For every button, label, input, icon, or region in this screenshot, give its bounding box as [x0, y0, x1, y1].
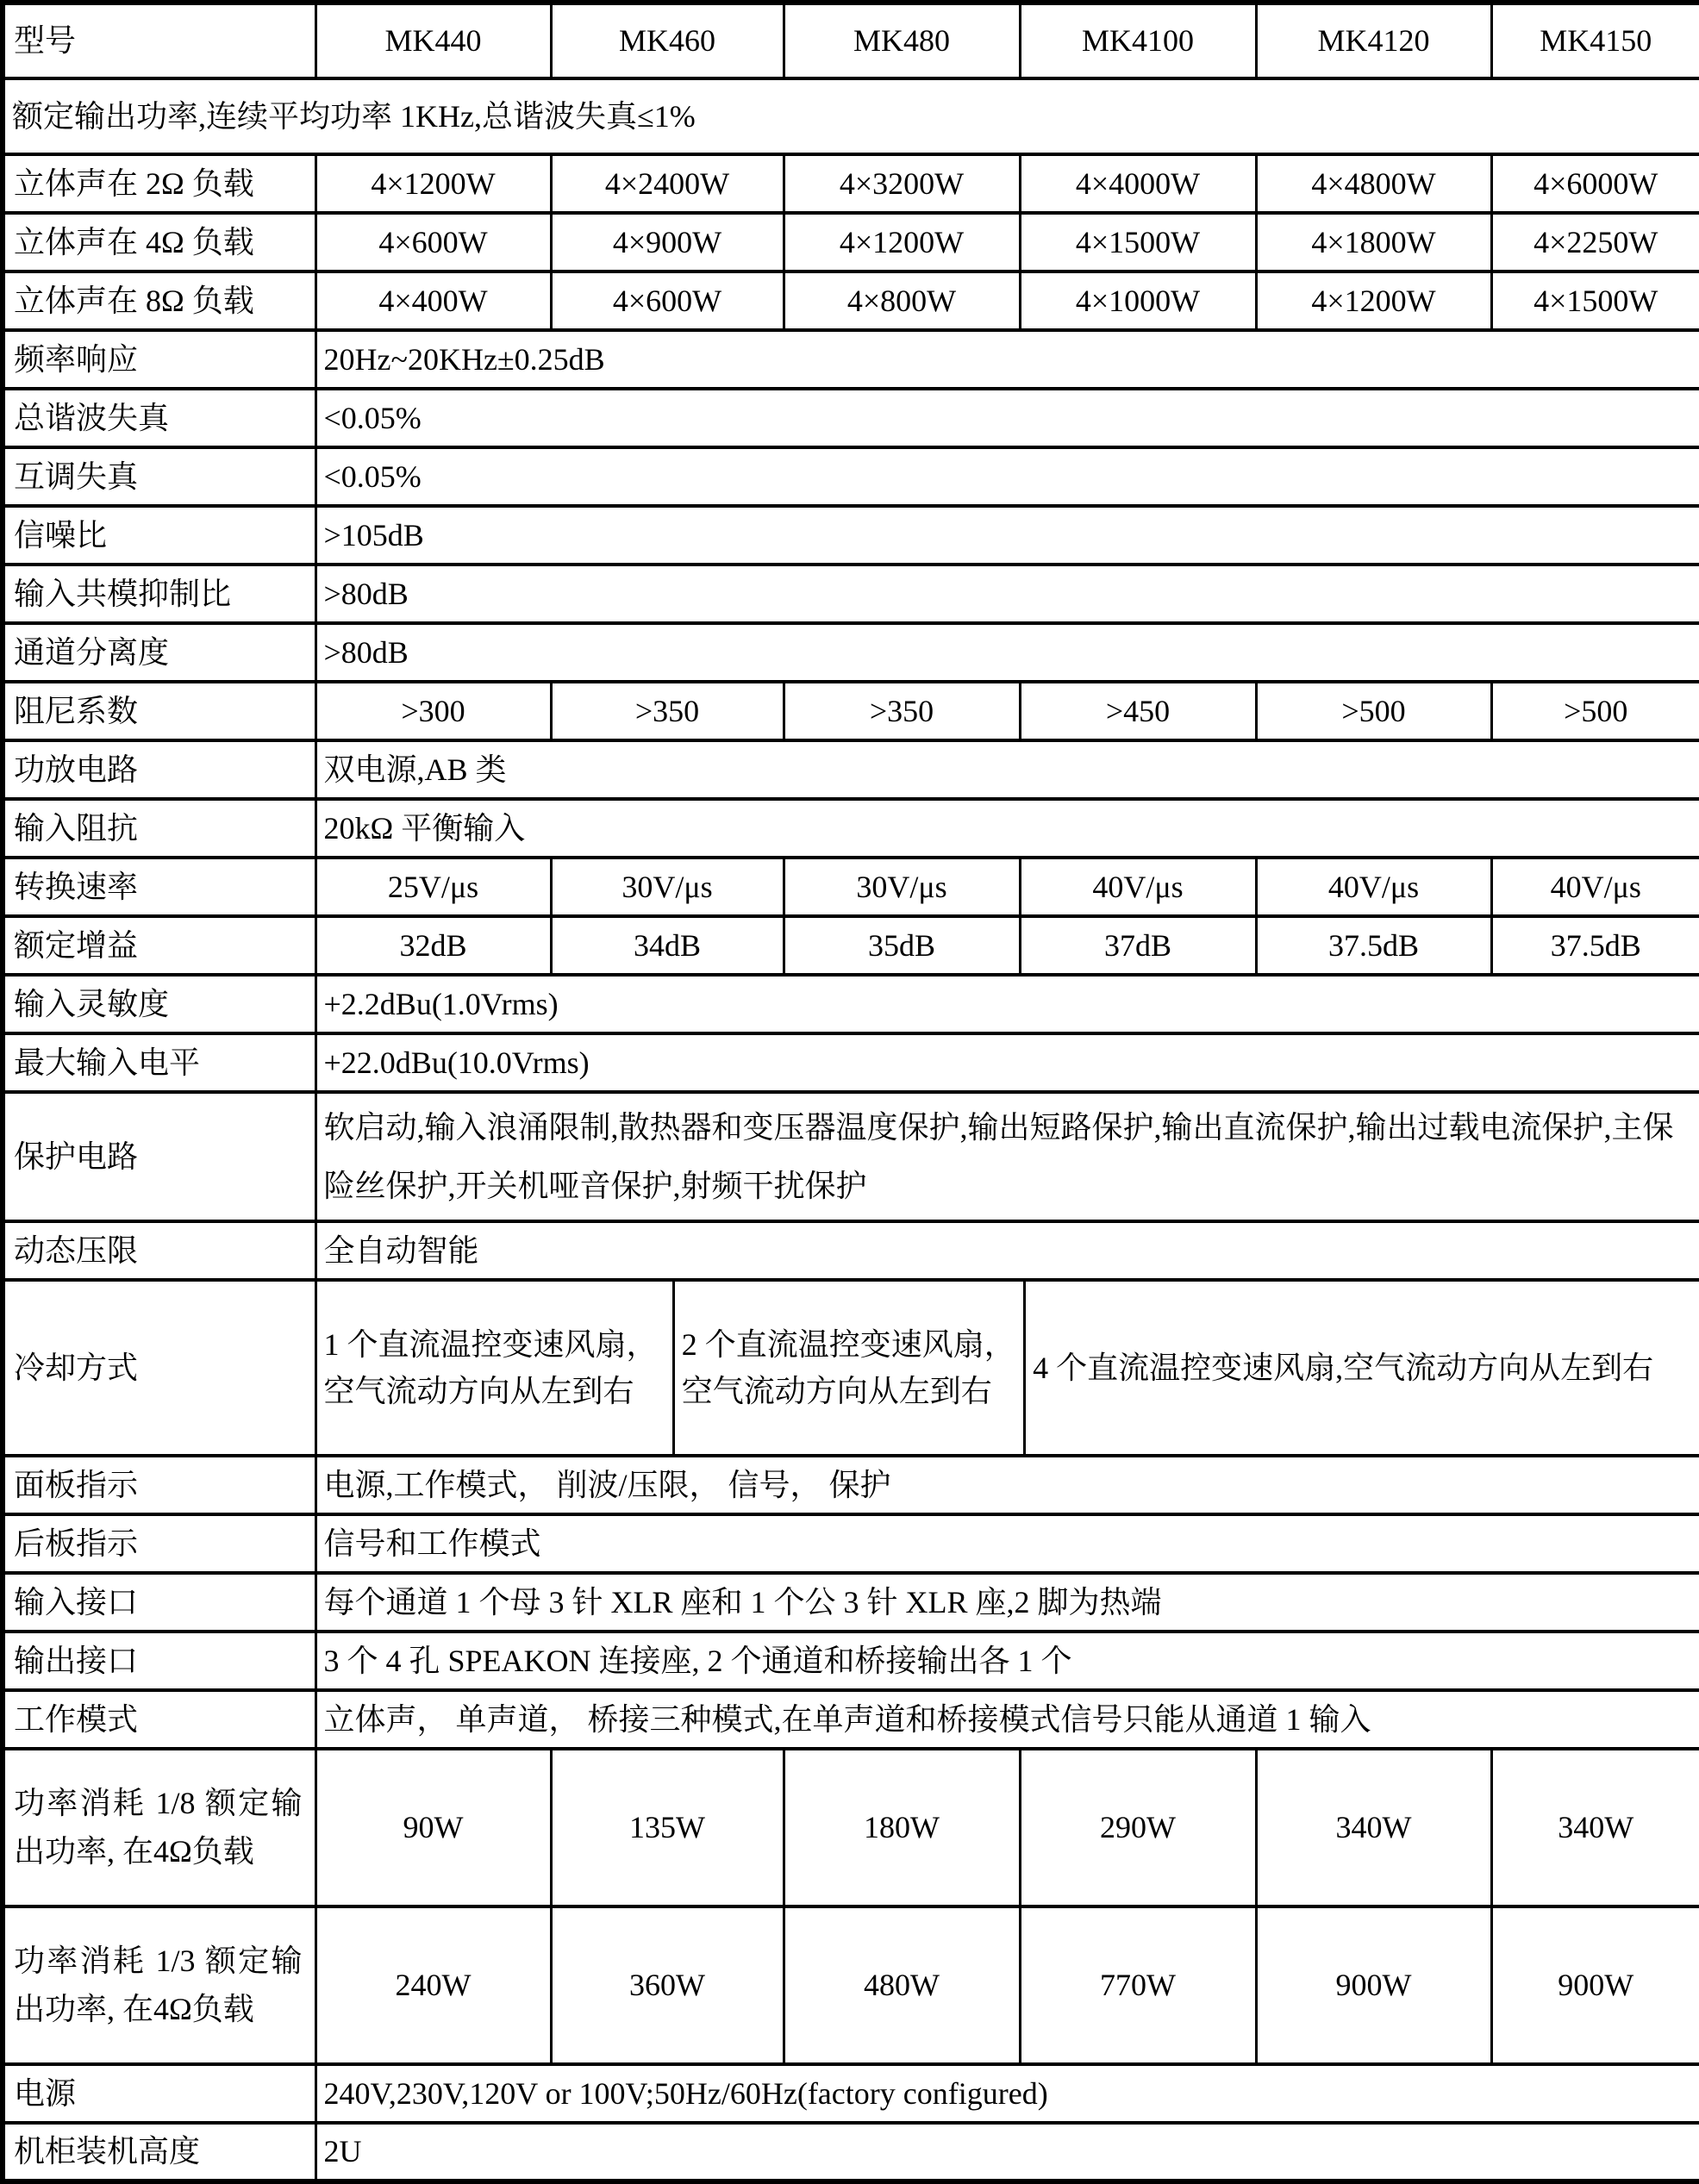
- model-name-mk480: MK480: [784, 3, 1020, 78]
- table-row-amp-circuit: [3, 740, 1699, 799]
- mains-value: 240V,230V,120V or 100V;50Hz/60Hz(factory configured): [315, 2064, 1699, 2123]
- channel-separation-value: >80dB: [315, 623, 1699, 682]
- table-row-snr: [3, 506, 1699, 565]
- damping-factor-value: >500: [1491, 682, 1699, 740]
- work-modes-value: 立体声， 单声道， 桥接三种模式,在单声道和桥接模式信号只能从通道 1 输入: [315, 1690, 1699, 1749]
- table-row-cmrr: [3, 565, 1699, 623]
- freq-response-value: 20Hz~20KHz±0.25dB: [315, 330, 1699, 389]
- stereo-4ohm-value: 4×900W: [551, 213, 784, 271]
- model-name-mk4150: MK4150: [1491, 3, 1699, 78]
- power-consumption-one-third-value: 900W: [1491, 1906, 1699, 2064]
- rated-gain-value: 37.5dB: [1256, 916, 1491, 975]
- rated-gain-value: 32dB: [315, 916, 551, 975]
- input-connectors-value: 每个通道 1 个母 3 针 XLR 座和 1 个公 3 针 XLR 座,2 脚为热端: [315, 1573, 1699, 1632]
- rack-height-label: 机柜装机高度: [3, 2123, 315, 2181]
- slew-rate-value: 40V/μs: [1020, 858, 1256, 916]
- slew-rate-value: 30V/μs: [551, 858, 784, 916]
- stereo-2ohm-value: 4×2400W: [551, 154, 784, 213]
- rear-panel-label: 后板指示: [3, 1514, 315, 1573]
- table-row-output-connectors: [3, 1632, 1699, 1690]
- cooling-cells: [315, 1280, 1699, 1456]
- power-consumption-one-eighth-value: 135W: [551, 1749, 784, 1906]
- table-row-power-consumption-one-third: [3, 1906, 1699, 2064]
- amp-circuit-value: 双电源,AB 类: [315, 740, 1699, 799]
- power-consumption-one-third-value: 240W: [315, 1906, 551, 2064]
- thd-label: 总谐波失真: [3, 389, 315, 447]
- stereo-2ohm-value: 4×3200W: [784, 154, 1020, 213]
- input-connectors-label: 输入接口: [3, 1573, 315, 1632]
- power-consumption-one-eighth-value: 340W: [1256, 1749, 1491, 1906]
- table-row-rated-power-note: [3, 78, 1699, 154]
- rated-gain-value: 35dB: [784, 916, 1020, 975]
- stereo-8ohm-value: 4×1200W: [1256, 271, 1491, 330]
- model-name-mk4100: MK4100: [1020, 3, 1256, 78]
- stereo-4ohm-value: 4×2250W: [1491, 213, 1699, 271]
- stereo-8ohm-value: 4×400W: [315, 271, 551, 330]
- imd-label: 互调失真: [3, 447, 315, 506]
- damping-factor-value: >450: [1020, 682, 1256, 740]
- table-row-rear-panel: [3, 1514, 1699, 1573]
- protection-label: 保护电路: [3, 1092, 315, 1221]
- table-row-stereo-8ohm: [3, 271, 1699, 330]
- stereo-4ohm-value: 4×600W: [315, 213, 551, 271]
- rear-panel-value: 信号和工作模式: [315, 1514, 1699, 1573]
- stereo-8ohm-value: 4×800W: [784, 271, 1020, 330]
- table-row-input-sensitivity: [3, 975, 1699, 1033]
- table-row-power-consumption-one-eighth: [3, 1749, 1699, 1906]
- power-consumption-one-eighth-value: 290W: [1020, 1749, 1256, 1906]
- table-row-work-modes: [3, 1690, 1699, 1749]
- cooling-label: 冷却方式: [3, 1280, 315, 1456]
- slew-rate-label: 转换速率: [3, 858, 315, 916]
- power-consumption-one-third-label: 功率消耗 1/3 额定输出功率, 在4Ω负载: [3, 1906, 315, 2064]
- power-consumption-one-third-value: 480W: [784, 1906, 1020, 2064]
- table-row-protection: [3, 1092, 1699, 1221]
- power-consumption-one-eighth-label: 功率消耗 1/8 额定输出功率, 在4Ω负载: [3, 1749, 315, 1906]
- stereo-2ohm-label: 立体声在 2Ω 负载: [3, 154, 315, 213]
- amp-circuit-label: 功放电路: [3, 740, 315, 799]
- table-row-front-panel: [3, 1456, 1699, 1514]
- stereo-8ohm-value: 4×600W: [551, 271, 784, 330]
- channel-separation-label: 通道分离度: [3, 623, 315, 682]
- cooling-cell-2fan: 2 个直流温控变速风扇，空气流动方向从左到右: [675, 1282, 1026, 1454]
- max-input-level-label: 最大输入电平: [3, 1033, 315, 1092]
- stereo-2ohm-value: 4×1200W: [315, 154, 551, 213]
- table-row-imd: [3, 447, 1699, 506]
- imd-value: <0.05%: [315, 447, 1699, 506]
- damping-factor-value: >350: [784, 682, 1020, 740]
- rated-power-section-note: 额定输出功率,连续平均功率 1KHz,总谐波失真≤1%: [3, 78, 1699, 154]
- table-row-freq-response: [3, 330, 1699, 389]
- power-consumption-one-eighth-value: 340W: [1491, 1749, 1699, 1906]
- table-row-thd: [3, 389, 1699, 447]
- table-row-model-header: [3, 3, 1699, 78]
- cmrr-label: 输入共模抑制比: [3, 565, 315, 623]
- rack-height-value: 2U: [315, 2123, 1699, 2181]
- power-consumption-one-third-value: 360W: [551, 1906, 784, 2064]
- rated-gain-value: 37.5dB: [1491, 916, 1699, 975]
- table-row-cooling: [3, 1280, 1699, 1456]
- table-row-input-connectors: [3, 1573, 1699, 1632]
- power-consumption-one-third-value: 900W: [1256, 1906, 1491, 2064]
- cooling-cells-wrap: [317, 1282, 1699, 1454]
- table-row-mains: [3, 2064, 1699, 2123]
- table-row-input-impedance: [3, 799, 1699, 858]
- stereo-8ohm-value: 4×1500W: [1491, 271, 1699, 330]
- output-connectors-label: 输出接口: [3, 1632, 315, 1690]
- table-row-stereo-2ohm: [3, 154, 1699, 213]
- input-sensitivity-label: 输入灵敏度: [3, 975, 315, 1033]
- table-row-stereo-4ohm: [3, 213, 1699, 271]
- model-name-mk4120: MK4120: [1256, 3, 1491, 78]
- stereo-2ohm-value: 4×6000W: [1491, 154, 1699, 213]
- input-sensitivity-value: +2.2dBu(1.0Vrms): [315, 975, 1699, 1033]
- table-row-damping-factor: [3, 682, 1699, 740]
- table-row-max-input-level: [3, 1033, 1699, 1092]
- stereo-2ohm-value: 4×4000W: [1020, 154, 1256, 213]
- work-modes-label: 工作模式: [3, 1690, 315, 1749]
- rated-gain-label: 额定增益: [3, 916, 315, 975]
- snr-value: >105dB: [315, 506, 1699, 565]
- snr-label: 信噪比: [3, 506, 315, 565]
- front-panel-value: 电源,工作模式， 削波/压限， 信号， 保护: [315, 1456, 1699, 1514]
- stereo-4ohm-label: 立体声在 4Ω 负载: [3, 213, 315, 271]
- slew-rate-value: 25V/μs: [315, 858, 551, 916]
- front-panel-label: 面板指示: [3, 1456, 315, 1514]
- stereo-4ohm-value: 4×1200W: [784, 213, 1020, 271]
- power-consumption-one-eighth-value: 180W: [784, 1749, 1020, 1906]
- table-row-slew-rate: [3, 858, 1699, 916]
- slew-rate-value: 40V/μs: [1491, 858, 1699, 916]
- damping-factor-value: >300: [315, 682, 551, 740]
- model-header-label: 型号: [3, 3, 315, 78]
- power-consumption-one-eighth-value: 90W: [315, 1749, 551, 1906]
- stereo-4ohm-value: 4×1500W: [1020, 213, 1256, 271]
- max-input-level-value: +22.0dBu(10.0Vrms): [315, 1033, 1699, 1092]
- input-impedance-value: 20kΩ 平衡输入: [315, 799, 1699, 858]
- slew-rate-value: 30V/μs: [784, 858, 1020, 916]
- cooling-cell-1fan: 1 个直流温控变速风扇，空气流动方向从左到右: [317, 1282, 675, 1454]
- freq-response-label: 频率响应: [3, 330, 315, 389]
- stereo-8ohm-value: 4×1000W: [1020, 271, 1256, 330]
- power-consumption-one-third-value: 770W: [1020, 1906, 1256, 2064]
- model-name-mk460: MK460: [551, 3, 784, 78]
- damping-factor-value: >350: [551, 682, 784, 740]
- output-connectors-value: 3 个 4 孔 SPEAKON 连接座, 2 个通道和桥接输出各 1 个: [315, 1632, 1699, 1690]
- table-row-limiter: [3, 1221, 1699, 1280]
- thd-value: <0.05%: [315, 389, 1699, 447]
- table-row-rated-gain: [3, 916, 1699, 975]
- stereo-8ohm-label: 立体声在 8Ω 负载: [3, 271, 315, 330]
- table-row-rack-height: [3, 2123, 1699, 2181]
- table-row-channel-separation: [3, 623, 1699, 682]
- stereo-4ohm-value: 4×1800W: [1256, 213, 1491, 271]
- cooling-cell-4fan: 4 个直流温控变速风扇,空气流动方向从左到右: [1026, 1282, 1699, 1454]
- mains-label: 电源: [3, 2064, 315, 2123]
- rated-gain-value: 34dB: [551, 916, 784, 975]
- stereo-2ohm-value: 4×4800W: [1256, 154, 1491, 213]
- input-impedance-label: 输入阻抗: [3, 799, 315, 858]
- cmrr-value: >80dB: [315, 565, 1699, 623]
- limiter-label: 动态压限: [3, 1221, 315, 1280]
- protection-value: 软启动,输入浪涌限制,散热器和变压器温度保护,输出短路保护,输出直流保护,输出过载电流保护,主保险丝保护,开关机哑音保护,射频干扰保护: [315, 1092, 1699, 1221]
- model-name-mk440: MK440: [315, 3, 551, 78]
- slew-rate-value: 40V/μs: [1256, 858, 1491, 916]
- limiter-value: 全自动智能: [315, 1221, 1699, 1280]
- damping-factor-value: >500: [1256, 682, 1491, 740]
- damping-factor-label: 阻尼系数: [3, 682, 315, 740]
- rated-gain-value: 37dB: [1020, 916, 1256, 975]
